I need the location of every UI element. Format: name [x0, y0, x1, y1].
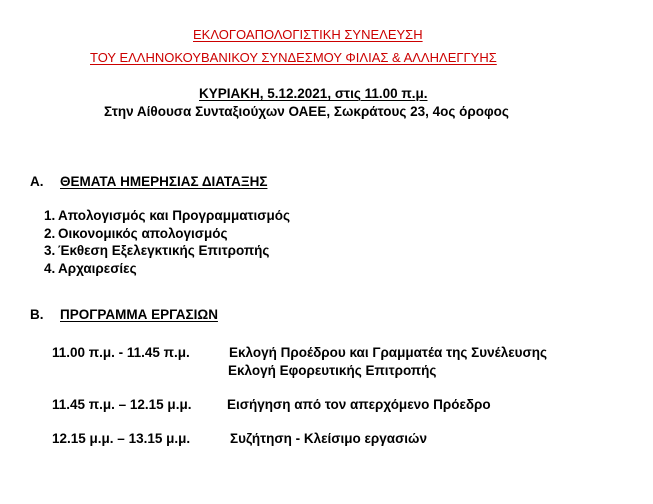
schedule-time: 12.15 μ.μ. – 13.15 μ.μ.: [52, 431, 191, 446]
agenda-item-text: Αρχαιρεσίες: [58, 261, 137, 277]
schedule-description: Συζήτηση - Κλείσιμο εργασιών: [230, 431, 427, 446]
agenda-item-number: 3.: [44, 243, 56, 259]
meeting-date: ΚΥΡΙΑΚΗ, 5.12.2021, στις 11.00 π.μ.: [199, 86, 428, 101]
schedule-description-continued: Εκλογή Εφορευτικής Επιτροπής: [228, 363, 437, 378]
schedule-row: [52, 346, 612, 362]
agenda-item: [44, 225, 290, 243]
schedule-row: [52, 432, 612, 448]
section-a-header: [30, 175, 267, 189]
agenda-item: [44, 242, 290, 260]
section-a-letter: Α.: [30, 174, 44, 189]
agenda-item-number: 1.: [44, 208, 56, 223]
agenda-list: [44, 207, 290, 278]
section-b-heading: ΠΡΟΓΡΑΜΜΑ ΕΡΓΑΣΙΩΝ: [60, 307, 218, 322]
section-b-header: [30, 308, 218, 322]
document-title-line-2: ΤΟΥ ΕΛΛΗΝΟΚΟΥΒΑΝΙΚΟΥ ΣΥΝΔΕΣΜΟΥ ΦΙΛΙΑΣ & ΑΛΛΗΛΕΓΓΥΗΣ: [90, 50, 497, 65]
agenda-item-text: Οικονομικός απολογισμός: [58, 225, 228, 241]
schedule-description: Εκλογή Προέδρου και Γραμματέα της Συνέλευσης: [229, 345, 547, 360]
document-title-line-1: ΕΚΛΟΓΟΑΠΟΛΟΓΙΣΤΙΚΗ ΣΥΝΕΛΕΥΣΗ: [193, 27, 423, 42]
agenda-item-text: Έκθεση Εξελεγκτικής Επιτροπής: [58, 243, 270, 259]
section-b-letter: Β.: [30, 307, 44, 322]
agenda-item: [44, 260, 290, 278]
schedule-description: Εισήγηση από τον απερχόμενο Πρόεδρο: [227, 397, 491, 412]
schedule-time: 11.00 π.μ. - 11.45 π.μ.: [52, 345, 190, 360]
schedule-row: [52, 398, 612, 414]
schedule-time: 11.45 π.μ. – 12.15 μ.μ.: [52, 397, 192, 412]
agenda-item-number: 4.: [44, 261, 56, 277]
section-a-heading: ΘΕΜΑΤΑ ΗΜΕΡΗΣΙΑΣ ΔΙΑΤΑΞΗΣ: [60, 174, 268, 189]
agenda-item-number: 2.: [44, 225, 56, 241]
agenda-item: [44, 207, 290, 225]
agenda-item-text: Απολογισμός και Προγραμματισμός: [58, 208, 291, 223]
meeting-venue: Στην Αίθουσα Συνταξιούχων ΟΑΕΕ, Σωκράτους 23, 4ος όροφος: [104, 104, 509, 119]
